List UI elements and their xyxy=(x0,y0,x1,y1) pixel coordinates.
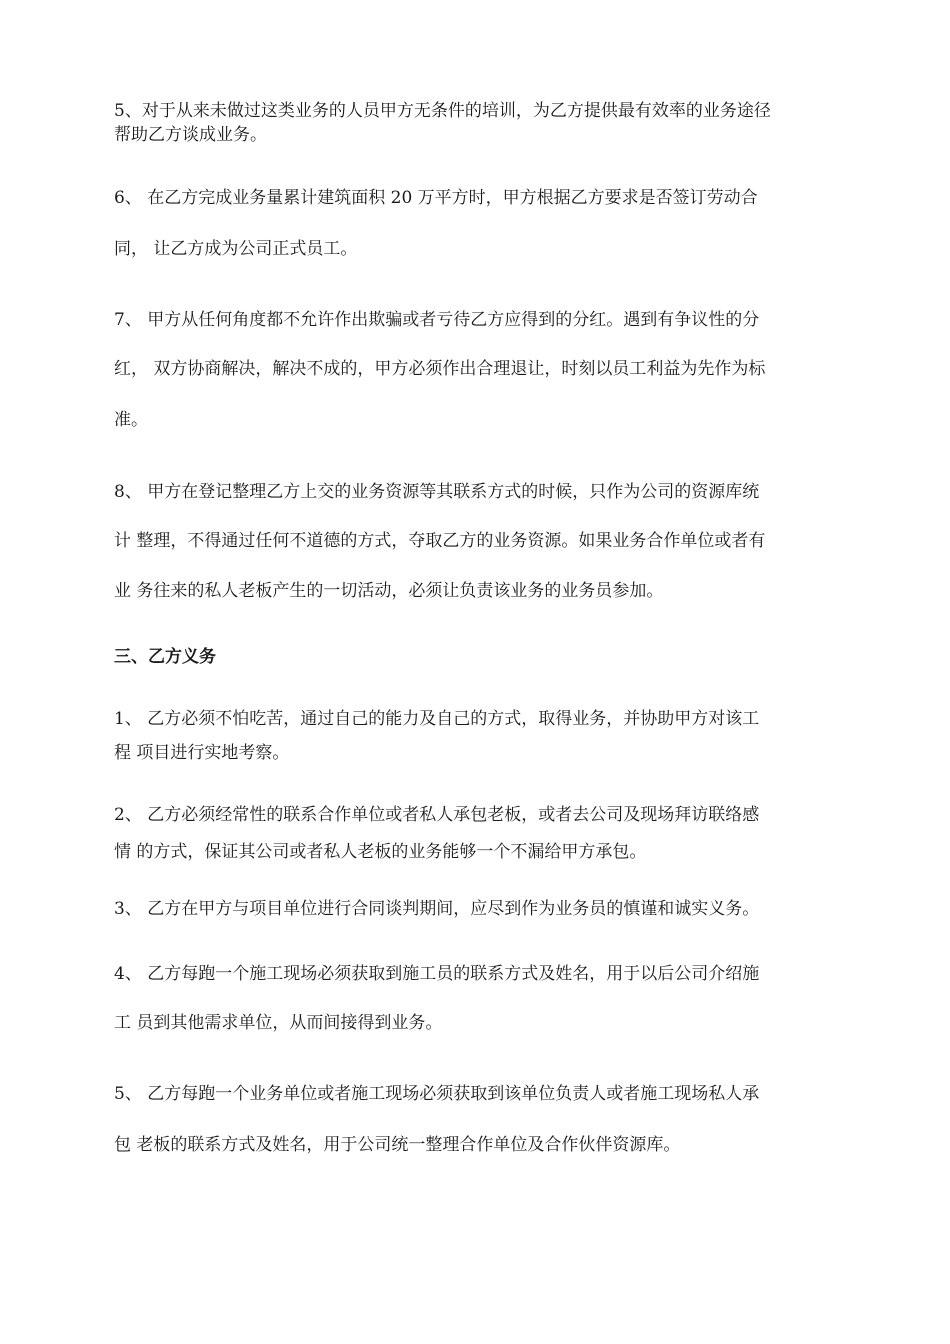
text-line: 3、 乙方在甲方与项目单位进行合同谈判期间，应尽到作为业务员的慎谨和诚实义务。 xyxy=(114,899,760,919)
text-line: 1、 乙方必须不怕吃苦，通过自己的能力及自己的方式，取得业务，并协助甲方对该工 xyxy=(114,709,760,729)
text-line: 7、 甲方从任何角度都不允许作出欺骗或者亏待乙方应得到的分红。遇到有争议性的分 xyxy=(114,310,760,330)
text-line: 情 的方式，保证其公司或者私人老板的业务能够一个不漏给甲方承包。 xyxy=(114,842,647,862)
text-line: 红， 双方协商解决，解决不成的，甲方必须作出合理退让，时刻以员工利益为先作为标 xyxy=(114,359,766,379)
text-line: 计 整理，不得通过任何不道德的方式，夺取乙方的业务资源。如果业务合作单位或者有 xyxy=(114,531,766,551)
text-line: 包 老板的联系方式及姓名，用于公司统一整理合作单位及合作伙伴资源库。 xyxy=(114,1135,681,1155)
text-line: 8、 甲方在登记整理乙方上交的业务资源等其联系方式的时候，只作为公司的资源库统 xyxy=(114,482,760,502)
text-line: 工 员到其他需求单位，从而间接得到业务。 xyxy=(114,1013,443,1033)
text-line: 6、 在乙方完成业务量累计建筑面积 20 万平方时，甲方根据乙方要求是否签订劳动合 xyxy=(114,188,758,208)
text-line: 4、 乙方每跑一个施工现场必须获取到施工员的联系方式及姓名，用于以后公司介绍施 xyxy=(114,964,760,984)
text-line: 准。 xyxy=(114,410,148,430)
section-heading: 三、乙方义务 xyxy=(114,647,216,667)
text-line: 业 务往来的私人老板产生的一切活动，必须让负责该业务的业务员参加。 xyxy=(114,581,664,601)
text-line: 2、 乙方必须经常性的联系合作单位或者私人承包老板，或者去公司及现场拜访联络感 xyxy=(114,805,760,825)
text-line: 同， 让乙方成为公司正式员工。 xyxy=(114,239,358,259)
text-line: 程 项目进行实地考察。 xyxy=(114,743,290,763)
text-line: 5、对于从来未做过这类业务的人员甲方无条件的培训，为乙方提供最有效率的业务途径 xyxy=(114,101,771,121)
text-line: 5、 乙方每跑一个业务单位或者施工现场必须获取到该单位负责人或者施工现场私人承 xyxy=(114,1084,760,1104)
text-line: 帮助乙方谈成业务。 xyxy=(114,125,267,145)
